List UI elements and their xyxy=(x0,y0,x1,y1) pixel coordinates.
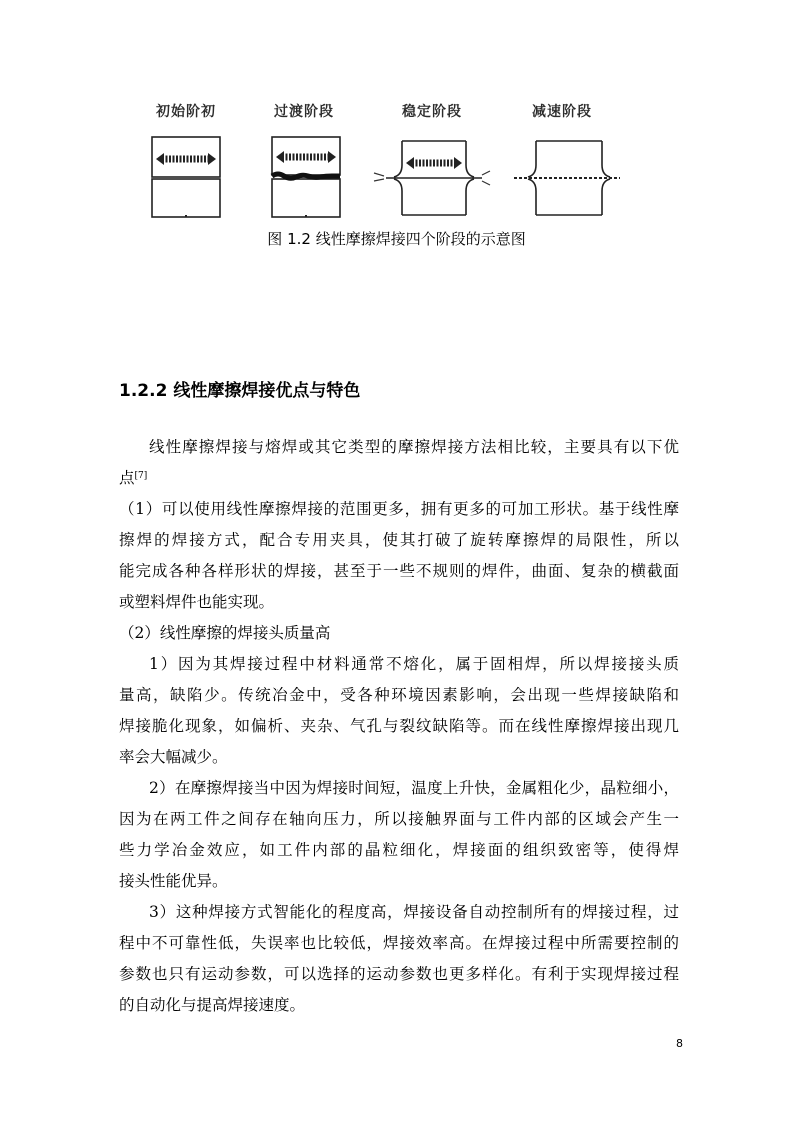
paragraph-3 xyxy=(119,649,679,773)
paragraph-line: 参数也只有运动参数，可以选择的运动参数也更多样化。有利于实现焊接过程 xyxy=(119,965,679,983)
paragraph-line xyxy=(119,463,679,494)
stage-steady-diagram xyxy=(372,135,492,221)
stage-transition-diagram xyxy=(244,135,364,221)
paragraph-line: 擦焊的焊接方式，配合专用夹具，使其打破了旋转摩擦焊的局限性，所以 xyxy=(119,531,679,549)
figure-caption: 图 1.2 线性摩擦焊接四个阶段的示意图 xyxy=(267,230,526,248)
paragraph-line: 量高，缺陷少。传统冶金中，受各种环境因素影响，会出现一些焊接缺陷和 xyxy=(119,686,679,704)
paragraph-intro xyxy=(119,432,679,494)
page-number: 8 xyxy=(676,1037,683,1050)
stage-label: 初始阶初 xyxy=(156,104,216,120)
paragraph-text: 点 xyxy=(119,469,135,487)
paragraph-line: 些力学冶金效应，如工件内部的晶粒细化，焊接面的组织致密等，使得焊 xyxy=(119,841,679,859)
citation-reference: [7] xyxy=(134,471,148,481)
paragraph-line: 3）这种焊接方式智能化的程度高，焊接设备自动控制所有的焊接过程，过 xyxy=(149,903,679,921)
stage-initial-diagram xyxy=(126,135,246,221)
paragraph-line: 线性摩擦焊接与熔焊或其它类型的摩擦焊接方法相比较，主要具有以下优 xyxy=(149,438,679,456)
paragraph-4 xyxy=(119,773,679,897)
paragraph-line: 1）因为其焊接过程中材料通常不熔化，属于固相焊，所以焊接接头质 xyxy=(149,655,679,673)
paragraph-5 xyxy=(119,897,679,1021)
stage-label: 减速阶段 xyxy=(532,104,592,120)
paragraph-line: 能完成各种各样形状的焊接，甚至于一些不规则的焊件，曲面、复杂的横截面 xyxy=(119,562,679,580)
paragraph-line: 焊接脆化现象，如偏析、夹杂、气孔与裂纹缺陷等。而在线性摩擦焊接出现几 xyxy=(119,717,679,735)
paragraph-line: 率会大幅减少。 xyxy=(119,748,228,766)
section-heading: 1.2.2 线性摩擦焊接优点与特色 xyxy=(119,381,361,401)
paragraph-line: （2）线性摩擦的焊接头质量高 xyxy=(119,624,331,642)
paragraph-1 xyxy=(119,494,679,618)
paragraph-2 xyxy=(119,618,679,649)
paragraph-line: 因为在两工件之间存在轴向压力，所以接触界面与工件内部的区域会产生一 xyxy=(119,810,679,828)
stage-label: 过渡阶段 xyxy=(274,104,334,120)
paragraph-line: 程中不可靠性低，失误率也比较低，焊接效率高。在焊接过程中所需要控制的 xyxy=(119,934,679,952)
stage-label: 稳定阶段 xyxy=(402,104,462,120)
paragraph-line: （1）可以使用线性摩擦焊接的范围更多，拥有更多的可加工形状。基于线性摩 xyxy=(119,500,679,518)
paragraph-line: 或塑料焊件也能实现。 xyxy=(119,593,275,611)
paragraph-line: 2）在摩擦焊接当中因为焊接时间短，温度上升快，金属粗化少，晶粒细小， xyxy=(149,779,679,797)
paragraph-line: 接头性能优异。 xyxy=(119,872,228,890)
stage-deceleration-diagram xyxy=(502,135,622,221)
paragraph-line: 的自动化与提高焊接速度。 xyxy=(119,996,306,1014)
